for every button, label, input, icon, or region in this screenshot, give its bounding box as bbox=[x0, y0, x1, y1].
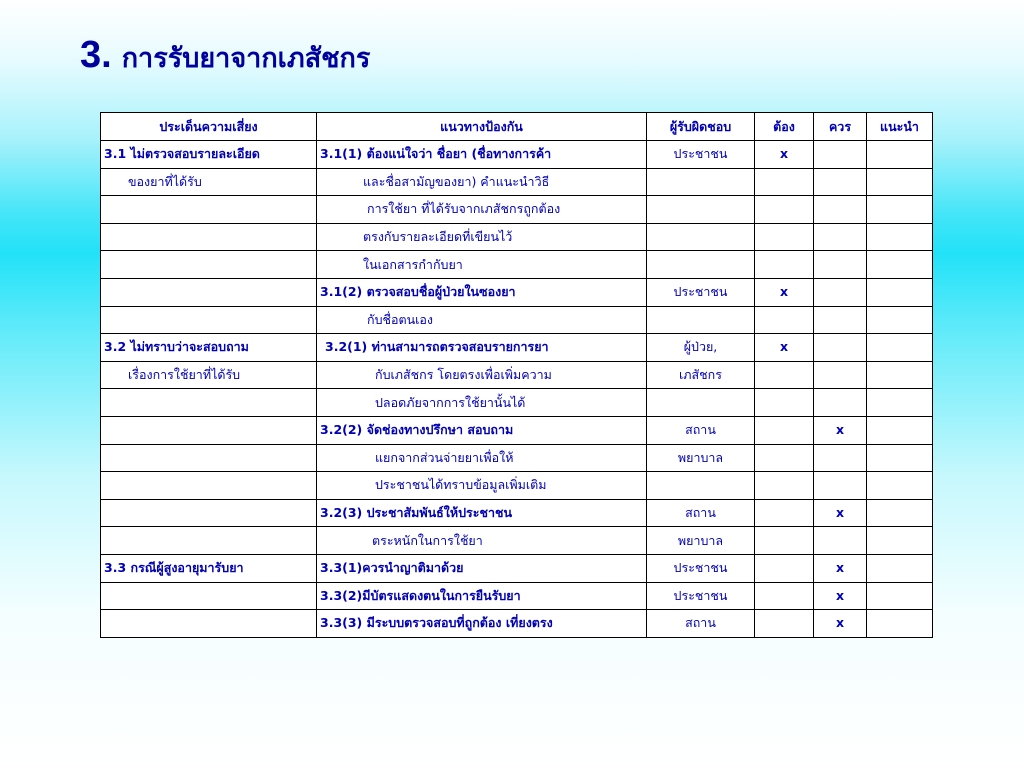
risk-cell bbox=[101, 306, 317, 334]
should-cell bbox=[814, 278, 867, 306]
risk-cell bbox=[101, 610, 317, 638]
should-cell: x bbox=[814, 416, 867, 444]
table-row bbox=[101, 499, 933, 527]
must-cell bbox=[755, 610, 814, 638]
owner-cell bbox=[647, 223, 755, 251]
table-row bbox=[101, 141, 933, 169]
risk-cell: เรื่องการใช้ยาที่ได้รับ bbox=[101, 361, 317, 389]
owner-cell bbox=[647, 168, 755, 196]
recommend-cell bbox=[867, 416, 933, 444]
recommend-cell bbox=[867, 361, 933, 389]
guideline-cell: 3.2(1) ท่านสามารถตรวจสอบรายการยา bbox=[317, 334, 647, 362]
table-row bbox=[101, 444, 933, 472]
recommend-cell bbox=[867, 554, 933, 582]
risk-cell bbox=[101, 196, 317, 224]
must-cell bbox=[755, 361, 814, 389]
recommend-cell bbox=[867, 196, 933, 224]
should-cell bbox=[814, 306, 867, 334]
should-cell bbox=[814, 389, 867, 417]
must-cell: x bbox=[755, 141, 814, 169]
owner-cell: สถาน bbox=[647, 499, 755, 527]
header-should: ควร bbox=[814, 113, 867, 141]
owner-cell: ประชาชน bbox=[647, 278, 755, 306]
table-row bbox=[101, 554, 933, 582]
table-row bbox=[101, 610, 933, 638]
table-row bbox=[101, 196, 933, 224]
risk-cell bbox=[101, 444, 317, 472]
owner-cell: ผู้ป่วย, bbox=[647, 334, 755, 362]
should-cell bbox=[814, 444, 867, 472]
must-cell bbox=[755, 306, 814, 334]
owner-cell: สถาน bbox=[647, 610, 755, 638]
owner-cell: พยาบาล bbox=[647, 444, 755, 472]
must-cell bbox=[755, 499, 814, 527]
owner-cell: พยาบาล bbox=[647, 527, 755, 555]
must-cell bbox=[755, 472, 814, 500]
table-row bbox=[101, 251, 933, 279]
table-row bbox=[101, 361, 933, 389]
guideline-cell: การใช้ยา ที่ได้รับจากเภสัชกรถูกต้อง bbox=[317, 196, 647, 224]
table-row bbox=[101, 472, 933, 500]
should-cell: x bbox=[814, 499, 867, 527]
owner-cell bbox=[647, 389, 755, 417]
guideline-cell: และชื่อสามัญของยา) คำแนะนำวิธี bbox=[317, 168, 647, 196]
recommend-cell bbox=[867, 223, 933, 251]
header-risk: ประเด็นความเสี่ยง bbox=[101, 113, 317, 141]
risk-cell bbox=[101, 389, 317, 417]
must-cell bbox=[755, 527, 814, 555]
table-row bbox=[101, 334, 933, 362]
risk-cell bbox=[101, 499, 317, 527]
table-row bbox=[101, 223, 933, 251]
must-cell bbox=[755, 389, 814, 417]
risk-cell: 3.1 ไม่ตรวจสอบรายละเอียด bbox=[101, 141, 317, 169]
risk-table bbox=[100, 112, 933, 638]
should-cell bbox=[814, 196, 867, 224]
recommend-cell bbox=[867, 334, 933, 362]
risk-cell bbox=[101, 278, 317, 306]
owner-cell: ประชาชน bbox=[647, 582, 755, 610]
header-guideline: แนวทางป้องกัน bbox=[317, 113, 647, 141]
must-cell bbox=[755, 582, 814, 610]
should-cell bbox=[814, 141, 867, 169]
risk-cell bbox=[101, 251, 317, 279]
should-cell bbox=[814, 361, 867, 389]
recommend-cell bbox=[867, 472, 933, 500]
guideline-cell: ปลอดภัยจากการใช้ยานั้นได้ bbox=[317, 389, 647, 417]
should-cell: x bbox=[814, 554, 867, 582]
should-cell bbox=[814, 527, 867, 555]
should-cell bbox=[814, 251, 867, 279]
risk-cell bbox=[101, 582, 317, 610]
should-cell bbox=[814, 472, 867, 500]
must-cell bbox=[755, 416, 814, 444]
guideline-cell: ประชาชนได้ทราบข้อมูลเพิ่มเติม bbox=[317, 472, 647, 500]
recommend-cell bbox=[867, 141, 933, 169]
risk-cell: ของยาที่ได้รับ bbox=[101, 168, 317, 196]
guideline-cell: แยกจากส่วนจ่ายยาเพื่อให้ bbox=[317, 444, 647, 472]
section-number: 3. bbox=[80, 34, 112, 76]
owner-cell bbox=[647, 472, 755, 500]
guideline-cell: กับชื่อตนเอง bbox=[317, 306, 647, 334]
should-cell bbox=[814, 168, 867, 196]
guideline-cell: 3.1(2) ตรวจสอบชื่อผู้ป่วยในซองยา bbox=[317, 278, 647, 306]
owner-cell: ประชาชน bbox=[647, 141, 755, 169]
must-cell bbox=[755, 444, 814, 472]
owner-cell: เภสัชกร bbox=[647, 361, 755, 389]
recommend-cell bbox=[867, 278, 933, 306]
header-owner: ผู้รับผิดชอบ bbox=[647, 113, 755, 141]
guideline-cell: กับเภสัชกร โดยตรงเพื่อเพิ่มความ bbox=[317, 361, 647, 389]
owner-cell: ประชาชน bbox=[647, 554, 755, 582]
owner-cell bbox=[647, 306, 755, 334]
slide-title bbox=[80, 34, 370, 84]
guideline-cell: 3.2(3) ประชาสัมพันธ์ให้ประชาชน bbox=[317, 499, 647, 527]
must-cell bbox=[755, 196, 814, 224]
risk-cell bbox=[101, 416, 317, 444]
must-cell: x bbox=[755, 278, 814, 306]
recommend-cell bbox=[867, 389, 933, 417]
must-cell bbox=[755, 554, 814, 582]
must-cell bbox=[755, 251, 814, 279]
guideline-cell: 3.2(2) จัดช่องทางปรึกษา สอบถาม bbox=[317, 416, 647, 444]
recommend-cell bbox=[867, 168, 933, 196]
section-title: การรับยาจากเภสัชกร bbox=[121, 43, 371, 74]
guideline-cell: 3.3(2)มีบัตรแสดงตนในการยืนรับยา bbox=[317, 582, 647, 610]
recommend-cell bbox=[867, 610, 933, 638]
guideline-cell: ตรงกับรายละเอียดที่เขียนไว้ bbox=[317, 223, 647, 251]
table-row bbox=[101, 306, 933, 334]
table-header-row bbox=[101, 113, 933, 141]
should-cell bbox=[814, 223, 867, 251]
table-row bbox=[101, 416, 933, 444]
owner-cell bbox=[647, 251, 755, 279]
risk-cell: 3.2 ไม่ทราบว่าจะสอบถาม bbox=[101, 334, 317, 362]
guideline-cell: ตระหนักในการใช้ยา bbox=[317, 527, 647, 555]
should-cell: x bbox=[814, 610, 867, 638]
recommend-cell bbox=[867, 499, 933, 527]
guideline-cell: ในเอกสารกำกับยา bbox=[317, 251, 647, 279]
must-cell bbox=[755, 223, 814, 251]
header-must: ต้อง bbox=[755, 113, 814, 141]
risk-cell bbox=[101, 527, 317, 555]
table-row bbox=[101, 527, 933, 555]
table-row bbox=[101, 389, 933, 417]
risk-cell: 3.3 กรณีผู้สูงอายุมารับยา bbox=[101, 554, 317, 582]
recommend-cell bbox=[867, 444, 933, 472]
risk-cell bbox=[101, 223, 317, 251]
guideline-cell: 3.1(1) ต้องแน่ใจว่า ชื่อยา (ชื่อทางการค้า bbox=[317, 141, 647, 169]
table-row bbox=[101, 582, 933, 610]
table-row bbox=[101, 168, 933, 196]
recommend-cell bbox=[867, 582, 933, 610]
must-cell: x bbox=[755, 334, 814, 362]
guideline-cell: 3.3(1)ควรนำญาติมาด้วย bbox=[317, 554, 647, 582]
table-row bbox=[101, 278, 933, 306]
guideline-cell: 3.3(3) มีระบบตรวจสอบที่ถูกต้อง เที่ยงตรง bbox=[317, 610, 647, 638]
should-cell: x bbox=[814, 582, 867, 610]
must-cell bbox=[755, 168, 814, 196]
recommend-cell bbox=[867, 251, 933, 279]
should-cell bbox=[814, 334, 867, 362]
risk-cell bbox=[101, 472, 317, 500]
recommend-cell bbox=[867, 306, 933, 334]
recommend-cell bbox=[867, 527, 933, 555]
header-recommend: แนะนำ bbox=[867, 113, 933, 141]
owner-cell bbox=[647, 196, 755, 224]
owner-cell: สถาน bbox=[647, 416, 755, 444]
